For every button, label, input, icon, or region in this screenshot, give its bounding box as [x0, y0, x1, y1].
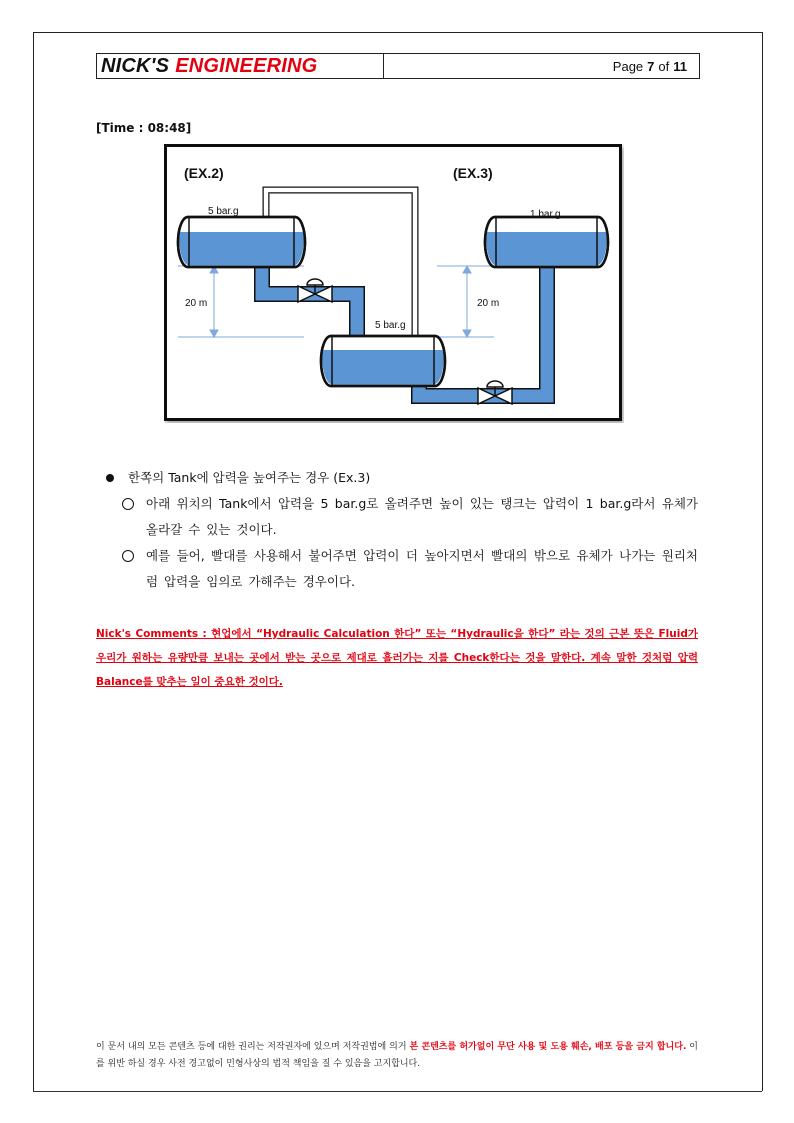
- page-of: of: [658, 58, 670, 74]
- bullet-list: [104, 465, 698, 595]
- page-word: Page: [612, 58, 644, 74]
- page-total: 11: [673, 58, 687, 74]
- sub-bullet-text: 예를 들어, 빨대를 사용해서 불어주면 압력이 더 높아지면서 빨대의 밖으로 유체가 나가는 원리처럼 압력을 임의로 가해주는 경우이다.: [146, 548, 698, 589]
- bottom-rule: [33, 1091, 762, 1092]
- sub-list-item: [122, 543, 698, 595]
- ex2-label: (EX.2): [184, 165, 224, 181]
- page-header: [96, 53, 700, 79]
- page-current: 7: [647, 58, 655, 74]
- tank-pressure-diagram: [164, 144, 624, 423]
- hollow-circle-icon: [122, 550, 134, 562]
- sub-bullet-text: 아래 위치의 Tank에서 압력을 5 bar.g로 올려주면 높이 있는 탱크는 압력이 1 bar.g라서 유체가 올라갈 수 있는 것이다.: [146, 496, 698, 537]
- brand-logo: [97, 54, 384, 78]
- sub-list-item: [122, 491, 698, 543]
- brand-name-part1: NICK'S: [101, 54, 170, 77]
- footer-warning: 본 콘텐츠를 허가없이 무단 사용 및 도용 훼손, 배포 등을 금지 합니다.: [409, 1042, 687, 1052]
- tank-left-pressure-label: 5 bar.g: [208, 206, 239, 217]
- ex3-label: (EX.3): [453, 165, 493, 181]
- tank-bottom: [321, 336, 445, 386]
- height-left-label: 20 m: [185, 298, 208, 309]
- footer-text-1: 이 문서 내의 모든 콘텐츠 등에 대한 권리는 저작권자에 있으며 저작권법에 의거: [96, 1042, 410, 1052]
- brand-name-part2: ENGINEERING: [175, 54, 318, 77]
- hollow-circle-icon: [122, 498, 134, 510]
- tank-left: [178, 217, 305, 267]
- page-number: [384, 54, 699, 78]
- footer-text-2: 이를 위반 하실 경우 사전 경고없이 민형사상의 법적 책임을 질 수 있음을 고지합니다.: [96, 1042, 698, 1069]
- tank-bottom-pressure-label: 5 bar.g: [375, 320, 406, 331]
- bullet-text: 한쪽의 Tank에 압력을 높여주는 경우 (Ex.3): [128, 470, 371, 485]
- tank-right: [485, 217, 608, 267]
- time-label: [Time : 08:48]: [96, 121, 192, 135]
- list-item: [104, 465, 698, 491]
- copyright-footer: [96, 1039, 698, 1073]
- tank-right-pressure-label: 1 bar.g: [530, 209, 561, 220]
- bullet-dot-icon: [106, 474, 114, 482]
- height-right-label: 20 m: [477, 298, 500, 309]
- nicks-comments: Nick's Comments : 현업에서 “Hydraulic Calculation 한다” 또는 “Hydraulic을 한다” 라는 것의 근본 뜻은 Fluid가 우리가 원하는 유량만큼 보내는 곳에서 받는 곳으로 제대로 흘러가는 지를 Check한다는 것을 말한다. 계속 말한 것처럼 압력 Balance를 맞추는 일이 중요한 것이다.: [96, 628, 698, 688]
